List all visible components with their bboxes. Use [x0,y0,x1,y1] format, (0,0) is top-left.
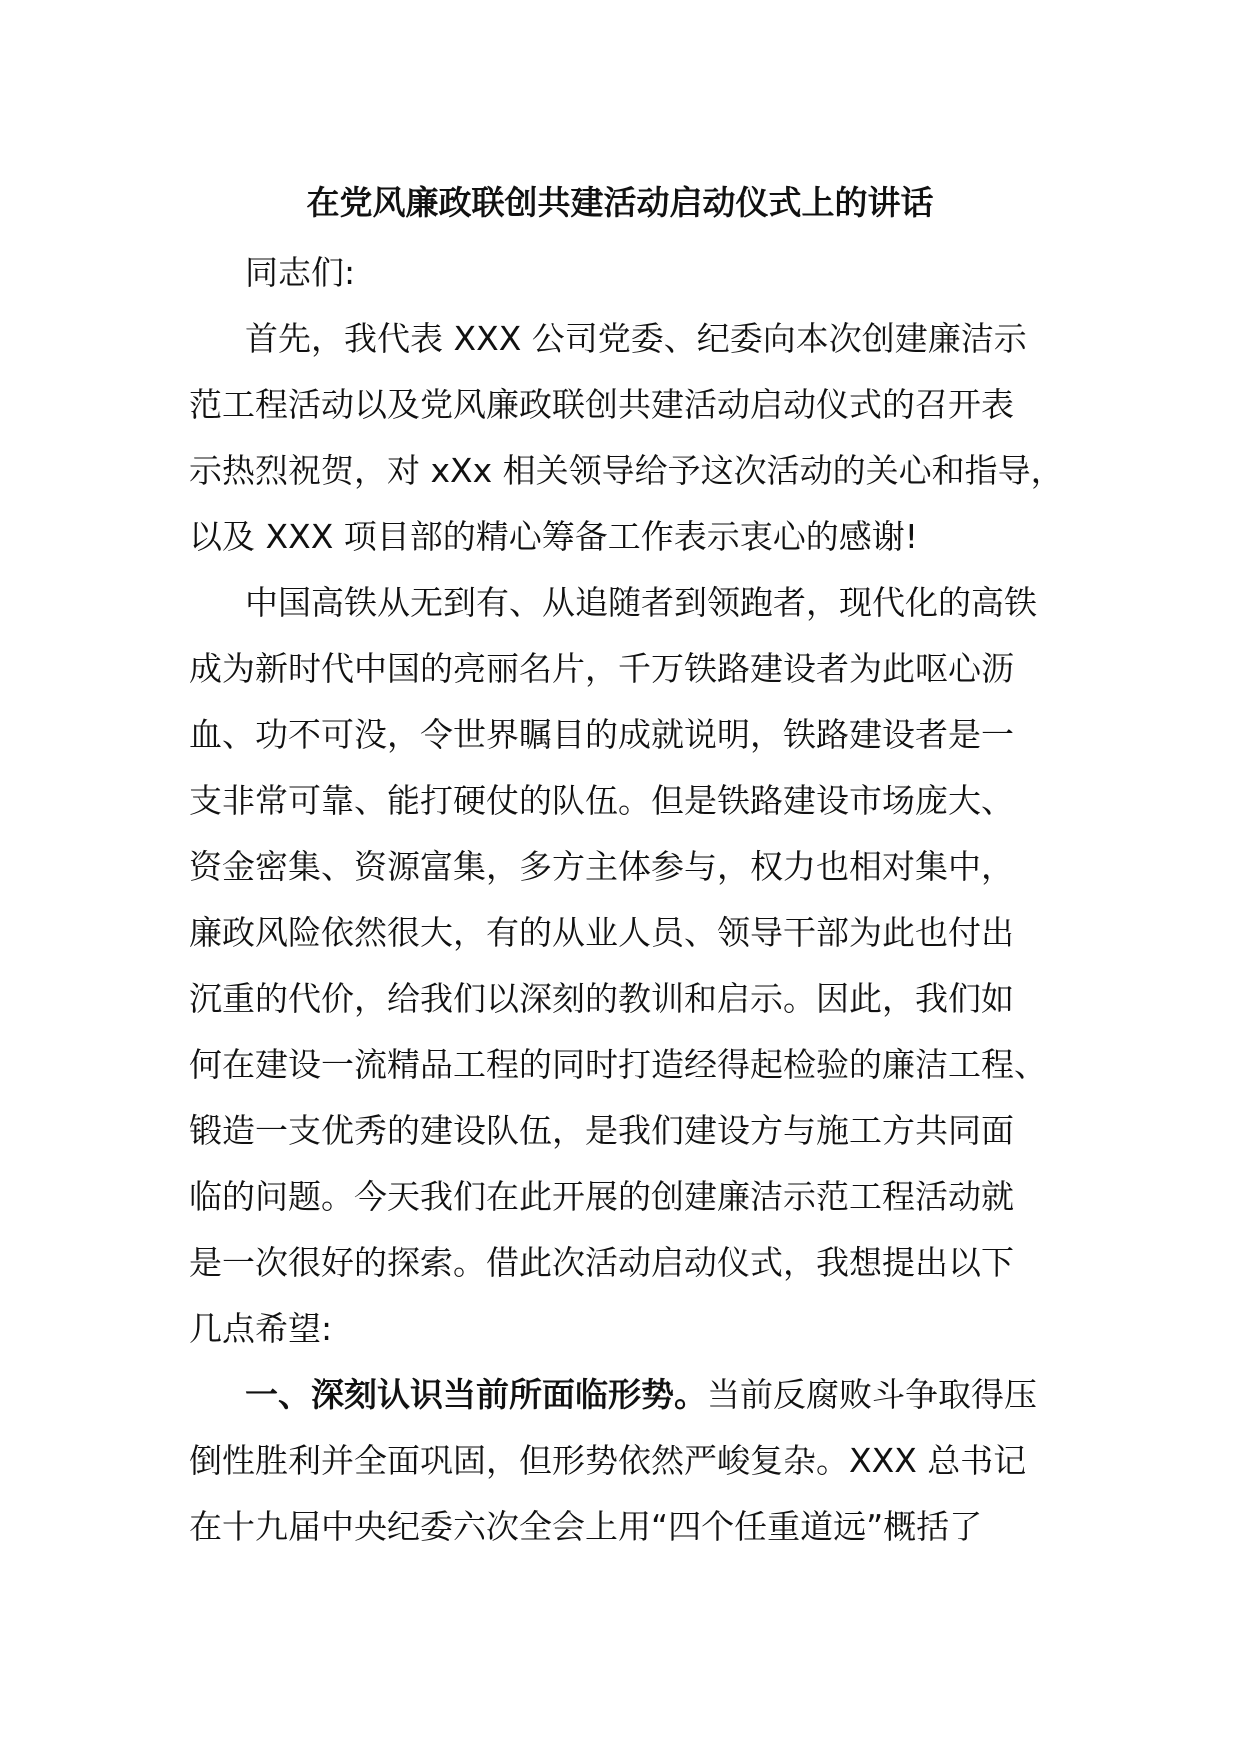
text-line: 廉政风险依然很大，有的从业人员、领导干部为此也付出 [189,913,1014,952]
text-line [189,1362,1089,1428]
paragraph-section-1 [189,1362,1089,1560]
text-line: 锻造一支优秀的建设队伍，是我们建设方与施工方共同面 [189,1111,1014,1150]
document-title: 在党风廉政联创共建活动启动仪式上的讲话 [306,183,934,222]
text-line: 范工程活动以及党风廉政联创共建活动启动仪式的召开表 [189,385,1014,424]
paragraph-background [189,570,1089,1362]
text-line: 以及 XXX 项目部的精心筹备工作表示衷心的感谢! [189,517,919,556]
text-line: 示热烈祝贺，对 xXx 相关领导给予这次活动的关心和指导， [189,451,1064,490]
text-line: 倒性胜利并全面巩固，但形势依然严峻复杂。XXX 总书记 [189,1441,1027,1480]
salutation: 同志们: [245,253,356,292]
text-line: 首先，我代表 XXX 公司党委、纪委向本次创建廉洁示 [245,319,1027,358]
text-line: 在十九届中央纪委六次全会上用“四个任重道远”概括了 [189,1507,983,1546]
document-body [189,240,1089,1560]
text-line: 沉重的代价，给我们以深刻的教训和启示。因此，我们如 [189,979,1014,1018]
text-line: 临的问题。今天我们在此开展的创建廉洁示范工程活动就 [189,1177,1014,1216]
text-line: 何在建设一流精品工程的同时打造经得起检验的廉洁工程、 [189,1045,1047,1084]
text-line: 几点希望: [189,1309,333,1348]
text-line: 成为新时代中国的亮丽名片，千万铁路建设者为此呕心沥 [189,649,1014,688]
section-heading: 一、深刻认识当前所面临形势。 [245,1375,707,1414]
text-span: 当前反腐败斗争取得压 [707,1375,1037,1414]
text-line: 是一次很好的探索。借此次活动启动仪式，我想提出以下 [189,1243,1014,1282]
text-line: 资金密集、资源富集，多方主体参与，权力也相对集中， [189,847,1014,886]
paragraph-opening [189,306,1089,570]
text-line: 中国高铁从无到有、从追随者到领跑者，现代化的高铁 [245,583,1037,622]
text-line: 支非常可靠、能打硬仗的队伍。但是铁路建设市场庞大、 [189,781,1014,820]
text-line: 血、功不可没，令世界瞩目的成就说明，铁路建设者是一 [189,715,1014,754]
